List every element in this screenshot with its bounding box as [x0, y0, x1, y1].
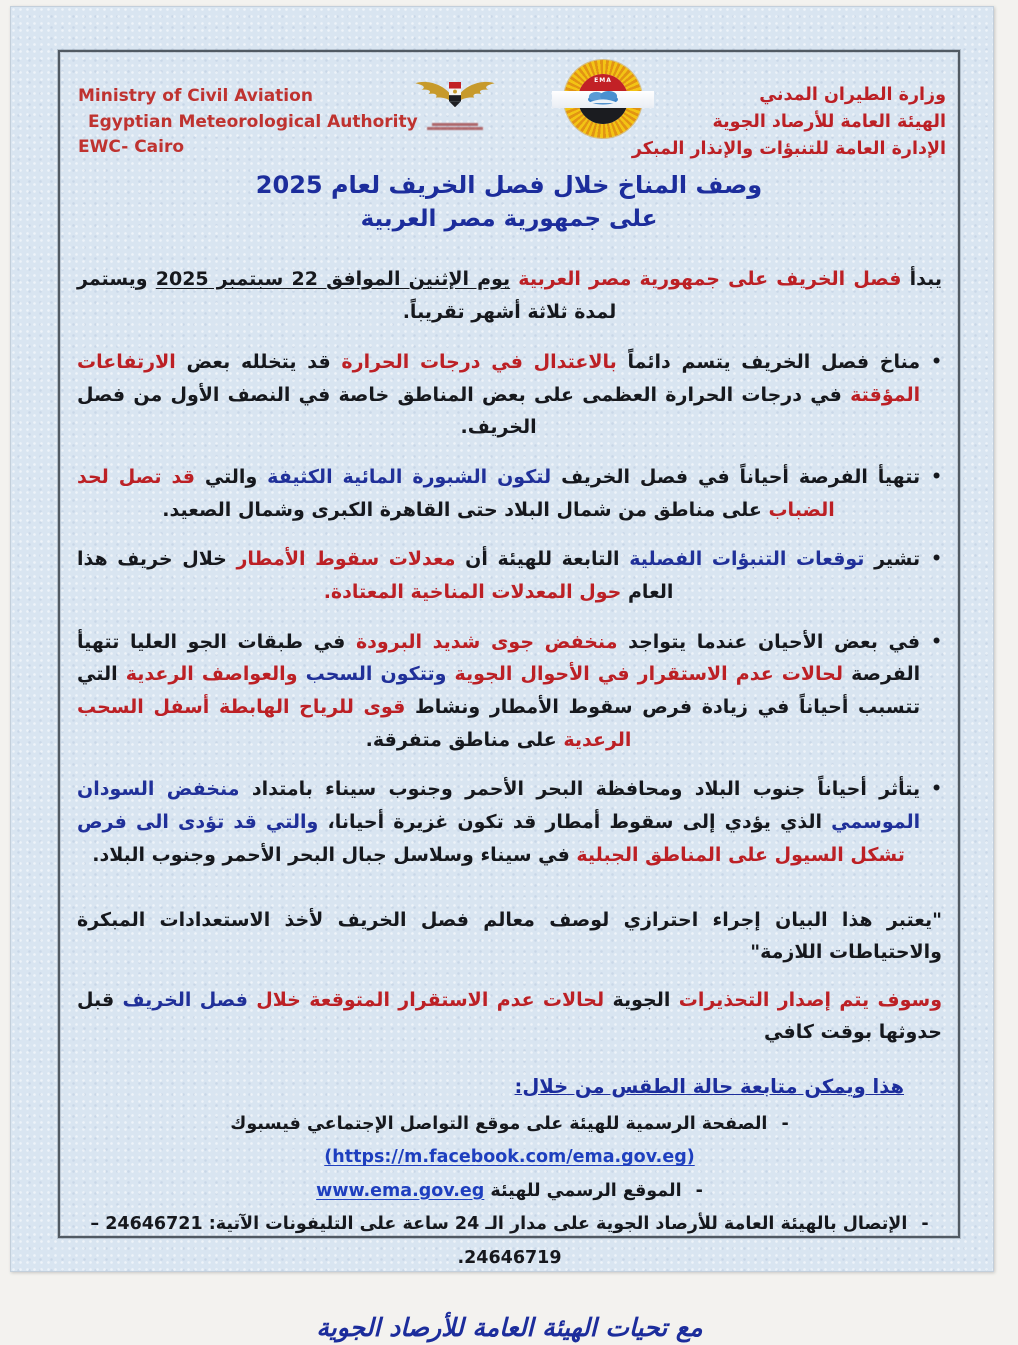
text-segment: تتهيأ الفرصة أحياناً في فصل الخريف [551, 466, 921, 489]
dash-icon: - [695, 1180, 703, 1201]
bullet-item-fog [77, 461, 942, 526]
list-item-website [77, 1175, 942, 1209]
cloud-icon [581, 90, 625, 109]
bullet-item-temperature [77, 346, 942, 444]
list-item-facebook [77, 1108, 942, 1175]
dash-icon: - [781, 1113, 789, 1134]
text-segment: يوم الإثنين الموافق 22 سبتمبر 2025 [155, 268, 511, 290]
bullet-icon: • [931, 352, 942, 373]
text-segment: قد تصل لحد الضباب [77, 466, 835, 521]
authority-line: Egyptian Meteorological Authority [88, 111, 418, 132]
disclaimer-line-2 [77, 984, 942, 1049]
text-segment: قد يتخلله بعض [175, 351, 331, 374]
text-segment: يتأثر أحياناً جنوب البلاد ومحافظة البحر الأحمر وجنوب سيناء بامتداد [239, 778, 921, 801]
bullet-icon: • [931, 549, 942, 570]
text-segment: الذي يؤدي إلى سقوط أمطار قد تكون غزيرة أحيانا، [318, 811, 832, 834]
ema-logo [564, 60, 642, 138]
forecast-dept-line-ar: الإدارة العامة للتنبؤات والإنذار المبكر [631, 139, 946, 160]
text-segment: مناخ فصل الخريف يتسم دائماً [616, 351, 921, 374]
text-segment: قبل حدوثها بوقت كافي [77, 989, 942, 1044]
text-segment: وسوف يتم إصدار التحذيرات [670, 989, 942, 1012]
bullet-text [77, 346, 920, 444]
bullet-item-rainfall-forecast [77, 543, 942, 608]
disclaimer-block [77, 904, 942, 1049]
ministry-line-ar: وزارة الطيران المدني [759, 85, 946, 105]
text-segment: يبدأ [901, 268, 942, 290]
document-title [60, 168, 958, 235]
text-segment: وتتكون السحب [297, 663, 447, 686]
disclaimer-line-1: "يعتبر هذا البيان إجراء احترازي لوصف معالم فصل الخريف لأخذ الاستعدادات المبكرة والاحتياطات اللازمة" [77, 908, 942, 963]
text-segment: قوى للرياح الهابطة أسفل السحب الرعدية [77, 696, 632, 751]
ema-cloud-band [552, 91, 654, 108]
text-segment: ويستمر لمدة ثلاثة أشهر تقريباً. [77, 268, 617, 324]
bullet-item-sudan-low [77, 773, 942, 871]
ema-black-band [578, 108, 628, 124]
text-segment: منخفض جوى شديد البرودة [355, 630, 618, 653]
website-link-line[interactable] [316, 1181, 681, 1201]
text-segment: لحالات عدم الاستقرار في الأحوال الجوية [446, 663, 843, 686]
text-segment: لتكون الشبورة المائية الكثيفة [257, 466, 552, 489]
page [10, 6, 994, 1342]
ministry-header-english [78, 84, 418, 161]
text-segment: خلال خريف هذا العام [77, 548, 674, 604]
text-segment: في بعض الأحيان عندما يتواجد [617, 630, 921, 653]
document-body [77, 257, 942, 1345]
logo-caption-line [427, 127, 483, 130]
phone-numbers-line [90, 1214, 907, 1268]
bullet-icon: • [931, 779, 942, 800]
text-segment: والتي [194, 466, 258, 489]
wings-flag-icon [413, 103, 497, 122]
content-frame [58, 50, 960, 1342]
text-segment: في طبقات الجو العليا تتهيأ الفرصة [77, 630, 921, 686]
followup-list [77, 1108, 942, 1276]
title-line-1: وصف المناخ خلال فصل الخريف لعام 2025 [255, 171, 763, 199]
bullet-item-instability [77, 626, 942, 757]
closing-signature: مع تحيات الهيئة العامة للأرصاد الجوية [316, 1312, 703, 1342]
text-segment: الإتصال بالهيئة العامة للأرصاد الجوية على مدار الـ 24 ساعة على التليفونات الآتية: 24646721 – 24646719. [90, 1214, 908, 1269]
text-segment: على مناطق من شمال البلاد حتى القاهرة الكبرى وشمال الصعيد. [162, 498, 769, 521]
list-item-phone [77, 1208, 942, 1275]
ministry-line: Ministry of Civil Aviation [78, 86, 313, 106]
text-segment: حول المعدلات المناخية المعتادة. [323, 581, 622, 604]
text-segment: الارتفاعات المؤقتة [77, 351, 921, 406]
ewc-line: EWC- Cairo [78, 137, 185, 157]
bullet-text [77, 626, 920, 757]
text-segment: في سيناء وسلاسل جبال البحر الأحمر وجنوب البلاد. [92, 843, 577, 866]
text-segment: والعواصف الرعدية [125, 663, 298, 686]
text-segment: في درجات الحرارة العظمى على بعض المناطق خاصة في النصف الأول من فصل الخريف. [77, 383, 851, 439]
text-segment: لحالات عدم الاستقرار المتوقعة خلال [247, 989, 605, 1012]
text-segment: معدلات سقوط الأمطار [236, 548, 456, 571]
bullet-icon: • [931, 467, 942, 488]
text-segment: الجوية [604, 989, 671, 1012]
bullet-text [77, 543, 920, 608]
intro-paragraph [77, 263, 942, 329]
logo-caption-line [432, 123, 478, 126]
ema-logo-text: EMA [578, 74, 628, 91]
text-segment: الموقع الرسمي للهيئة [484, 1180, 682, 1201]
text-segment: الصفحة الرسمية للهيئة على موقع التواصل الإجتماعي فيسبوك [230, 1113, 768, 1134]
text-segment: تشير [864, 548, 921, 571]
text-segment: توقعات التنبؤات الفصلية [619, 548, 865, 571]
text-segment: تشكل السيول على المناطق الجبلية [576, 843, 905, 866]
ministry-header-arabic [632, 82, 946, 163]
text-segment: والتي قد تؤدى الى فرص [77, 811, 319, 834]
text-segment: على مناطق متفرقة. [365, 728, 564, 751]
civil-aviation-logo [412, 76, 498, 130]
text-segment: فصل الخريف على جمهورية مصر العربية [510, 268, 902, 290]
bullet-icon: • [931, 631, 942, 652]
authority-line-ar: الهيئة العامة للأرصاد الجوية [712, 112, 946, 133]
text-segment: التي تتسبب أحياناً في زيادة فرص سقوط الأمطار ونشاط [77, 663, 921, 719]
dash-icon: - [921, 1214, 929, 1235]
bullet-text [77, 773, 920, 871]
document-content [60, 52, 958, 1342]
facebook-link-line[interactable] [230, 1114, 767, 1168]
bullet-text [77, 461, 920, 526]
text-segment: التابعة للهيئة أن [455, 548, 620, 571]
text-segment: فصل الخريف [114, 989, 248, 1012]
link-text[interactable]: (https://m.facebook.com/ema.gov.eg) [324, 1147, 695, 1168]
text-segment: بالاعتدال في درجات الحرارة [330, 351, 617, 374]
followup-heading: هذا ويمكن متابعة حالة الطقس من خلال: [514, 1074, 904, 1098]
title-line-2: على جمهورية مصر العربية [360, 205, 658, 232]
link-text[interactable]: www.ema.gov.eg [316, 1180, 485, 1201]
text-segment: منخفض السودان الموسمي [77, 778, 921, 834]
